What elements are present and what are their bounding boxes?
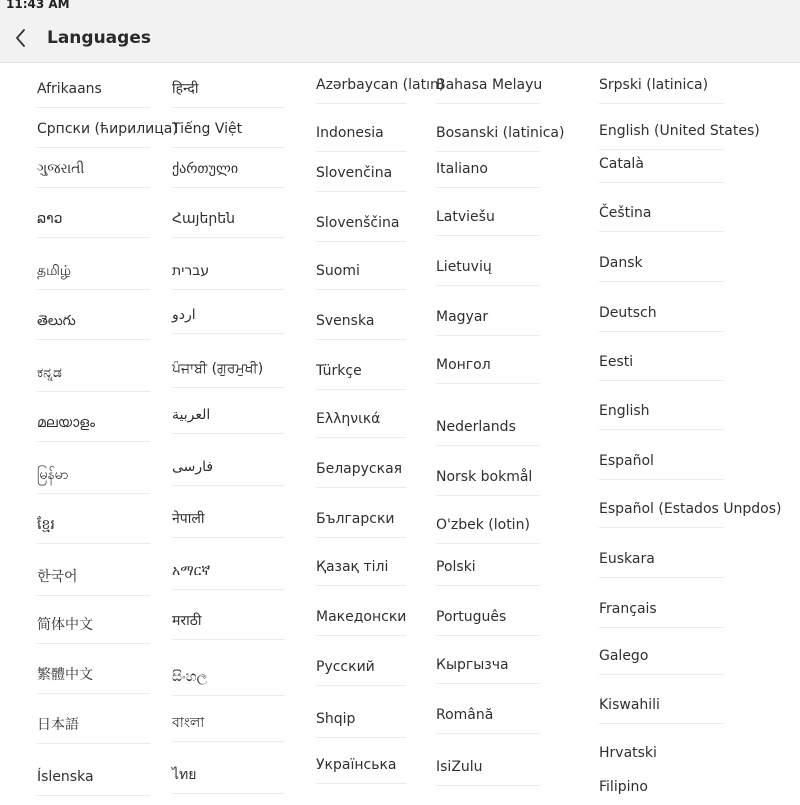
language-item[interactable]: Türkçe xyxy=(316,362,406,390)
language-item[interactable]: Монгол xyxy=(436,356,540,384)
language-item[interactable]: English xyxy=(599,402,724,430)
language-item[interactable]: മലയാളം xyxy=(37,414,150,442)
language-item[interactable]: Tiếng Việt xyxy=(172,120,285,148)
language-item[interactable]: Latviešu xyxy=(436,208,540,236)
language-item[interactable]: Hrvatski xyxy=(599,745,657,761)
language-item[interactable]: नेपाली xyxy=(172,510,285,538)
language-item[interactable]: Български xyxy=(316,510,406,538)
language-item[interactable]: हिन्दी xyxy=(172,80,285,108)
language-item[interactable]: Azərbaycan (latın) xyxy=(316,76,406,104)
language-item[interactable]: ಕನ್ನಡ xyxy=(37,364,150,392)
language-item[interactable]: ລາວ xyxy=(37,210,150,238)
language-item[interactable]: Беларуская xyxy=(316,460,406,488)
language-grid xyxy=(0,62,800,800)
language-item[interactable]: 简体中文 xyxy=(37,616,150,644)
language-item[interactable]: Kiswahili xyxy=(599,696,724,724)
language-item[interactable]: ខ្មែរ xyxy=(37,516,150,544)
language-item[interactable]: O'zbek (lotin) xyxy=(436,516,540,544)
language-item[interactable]: Srpski (latinica) xyxy=(599,76,724,104)
language-item[interactable]: Nederlands xyxy=(436,418,540,446)
language-item[interactable]: Indonesia xyxy=(316,124,406,152)
language-item[interactable]: ગુજરાતી xyxy=(37,160,150,188)
language-item[interactable]: Shqip xyxy=(316,710,406,738)
language-item[interactable]: Català xyxy=(599,155,724,183)
language-item[interactable]: မြန်မာ xyxy=(37,466,150,494)
page-title: Languages xyxy=(47,28,151,48)
language-item[interactable]: Čeština xyxy=(599,204,724,232)
language-item[interactable]: Dansk xyxy=(599,254,724,282)
language-item[interactable]: العربية xyxy=(172,406,285,434)
language-item[interactable]: Italiano xyxy=(436,160,540,188)
language-item[interactable]: Slovenčina xyxy=(316,164,406,192)
language-item[interactable]: Français xyxy=(599,600,724,628)
language-item[interactable]: বাংলা xyxy=(172,714,285,742)
language-item[interactable]: Հայերեն xyxy=(172,210,285,238)
language-item[interactable]: Bosanski (latinica) xyxy=(436,124,540,152)
language-item[interactable]: Slovenščina xyxy=(316,214,406,242)
language-item[interactable]: Norsk bokmål xyxy=(436,468,540,496)
language-item[interactable]: Polski xyxy=(436,558,540,586)
language-item[interactable]: Magyar xyxy=(436,308,540,336)
language-item[interactable]: فارسی xyxy=(172,458,285,486)
language-item[interactable]: Español xyxy=(599,452,724,480)
language-item[interactable]: සිංහල xyxy=(172,668,285,696)
language-item[interactable]: Română xyxy=(436,706,540,734)
header-bar xyxy=(0,12,800,63)
language-item[interactable]: Euskara xyxy=(599,550,724,578)
language-item[interactable]: ไทย xyxy=(172,766,285,794)
language-item[interactable]: Filipino xyxy=(599,779,648,795)
language-item[interactable]: Galego xyxy=(599,647,724,675)
language-item[interactable]: Македонски xyxy=(316,608,406,636)
language-item[interactable]: 繁體中文 xyxy=(37,666,150,694)
language-item[interactable]: Кыргызча xyxy=(436,656,540,684)
language-item[interactable]: Српски (ћирилица) xyxy=(37,120,150,148)
language-item[interactable]: ქართული xyxy=(172,160,285,188)
language-item[interactable]: Deutsch xyxy=(599,304,724,332)
language-item[interactable]: English (United States) xyxy=(599,122,724,150)
language-item[interactable]: עברית xyxy=(172,262,285,290)
back-button[interactable] xyxy=(10,22,38,52)
language-item[interactable]: Ελληνικά xyxy=(316,410,406,438)
language-item[interactable]: Português xyxy=(436,608,540,636)
language-item[interactable]: አማርኛ xyxy=(172,562,285,590)
language-item[interactable]: Suomi xyxy=(316,262,406,290)
status-time: 11:43 AM xyxy=(6,0,70,11)
language-item[interactable]: Lietuvių xyxy=(436,258,540,286)
language-item[interactable]: मराठी xyxy=(172,612,285,640)
language-item[interactable]: IsiZulu xyxy=(436,758,540,786)
language-item[interactable]: తెలుగు xyxy=(37,312,150,340)
language-item[interactable]: Afrikaans xyxy=(37,80,150,108)
language-item[interactable]: Español (Estados Unpdos) xyxy=(599,500,724,528)
language-item[interactable]: Українська xyxy=(316,756,406,784)
language-item[interactable]: ਪੰਜਾਬੀ (ਗੁਰਮੁਖੀ) xyxy=(172,360,285,388)
language-item[interactable]: اردو xyxy=(172,306,285,334)
language-item[interactable]: 한국어 xyxy=(37,568,150,596)
status-bar xyxy=(0,0,800,12)
language-item[interactable]: Русский xyxy=(316,658,406,686)
language-item[interactable]: Eesti xyxy=(599,353,724,381)
language-item[interactable]: Қазақ тілі xyxy=(316,558,406,586)
language-item[interactable]: Íslenska xyxy=(37,768,150,796)
chevron-left-icon xyxy=(14,28,28,48)
language-item[interactable]: 日本語 xyxy=(37,716,150,744)
language-item[interactable]: Svenska xyxy=(316,312,406,340)
language-item[interactable]: Bahasa Melayu xyxy=(436,76,540,104)
language-item[interactable]: தமிழ் xyxy=(37,262,150,290)
